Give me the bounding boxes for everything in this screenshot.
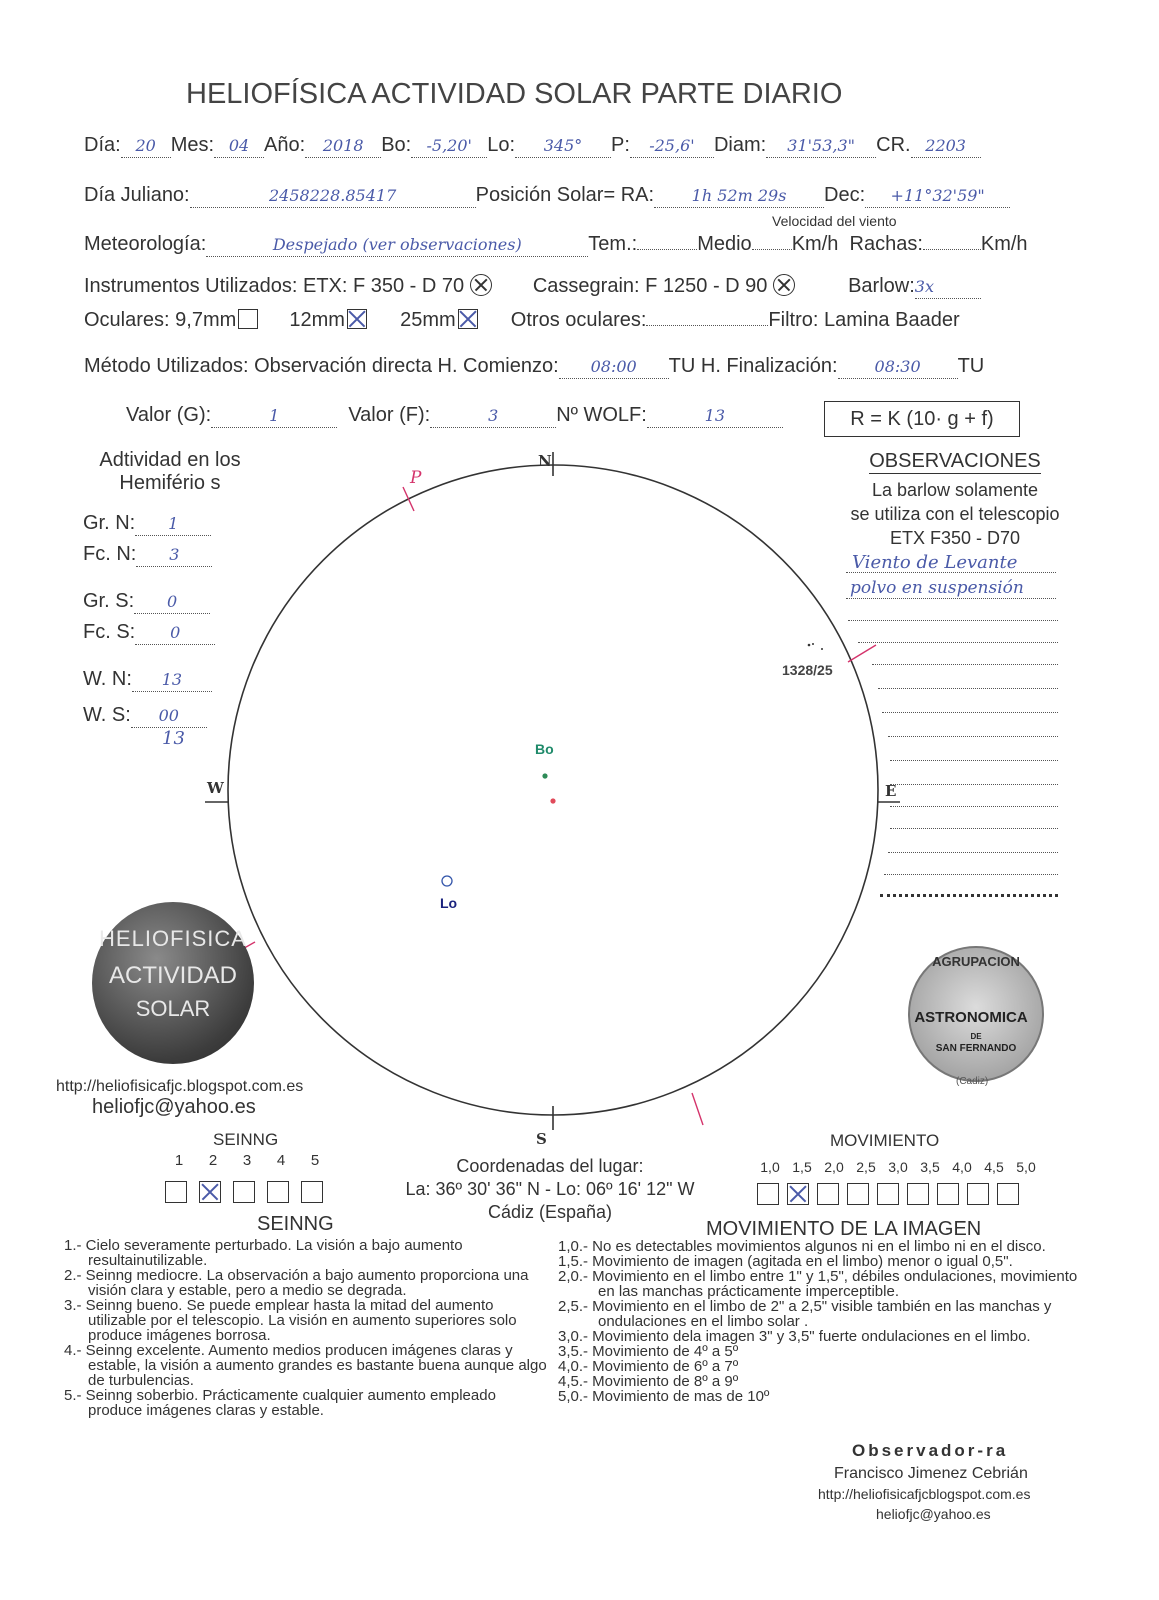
page-title: HELIOFÍSICA ACTIVIDAD SOLAR PARTE DIARIO <box>186 78 843 110</box>
sunspot <box>808 644 811 647</box>
movimiento-checkbox[interactable] <box>847 1183 869 1205</box>
movimiento-number: 1,0 <box>760 1159 780 1175</box>
east-label: E <box>885 782 897 800</box>
lo-label: Lo <box>440 895 458 911</box>
wn-label: W. N: <box>83 668 132 690</box>
g-value[interactable]: 1 <box>269 406 280 425</box>
seeing-legend-item: 2.- Seinng mediocre. La observación a bajo aumento proporciona una visión clara y estable, pero a medio se degrada. <box>64 1267 529 1299</box>
obs-line-1: La barlow solamente <box>871 480 1039 500</box>
fcn-label: Fc. N: <box>83 543 137 565</box>
logo-left-line-3: SOLAR <box>135 996 211 1021</box>
seeing-checkbox[interactable] <box>165 1181 187 1203</box>
movimiento-number: 4,0 <box>952 1159 972 1175</box>
fcs-value[interactable]: 0 <box>170 623 181 642</box>
tem-label: Tem.: <box>588 233 638 255</box>
seeing-label: SEINNG <box>213 1130 279 1149</box>
grs-value[interactable]: 0 <box>167 592 178 611</box>
seeing-legend-title: SEINNG <box>257 1213 334 1235</box>
filtro-label: Filtro: Lamina Baader <box>768 309 960 331</box>
mes-value[interactable]: 04 <box>228 136 250 155</box>
mov-legend-item: 1,0.- No es detectables movimientos algunos ni en el limbo ni en el disco. <box>558 1238 1046 1255</box>
movimiento-checkbox[interactable] <box>907 1183 929 1205</box>
barlow-label: Barlow: <box>848 275 915 297</box>
dec-value[interactable]: +11°32'59" <box>890 186 985 205</box>
p-axis-bottom <box>692 1093 703 1125</box>
seeing-number: 4 <box>276 1152 286 1169</box>
movimiento-checkbox[interactable] <box>997 1183 1019 1205</box>
seeing-checkbox[interactable] <box>199 1181 221 1203</box>
hemis-title-1: Adtividad en los <box>99 449 241 471</box>
dia-value[interactable]: 20 <box>135 136 156 155</box>
mov-legend-item: 5,0.- Movimiento de mas de 10º <box>558 1388 770 1405</box>
bo-value[interactable]: -5,20' <box>426 136 472 155</box>
south-label: S <box>536 1130 547 1148</box>
logo-right-top: AGRUPACION <box>932 954 1020 969</box>
tu-label-2: TU <box>957 355 985 377</box>
obs-hw-1[interactable]: Viento de Levante <box>852 552 1018 573</box>
seeing-number: 2 <box>208 1152 218 1169</box>
barlow-value[interactable]: 3x <box>914 277 934 296</box>
meteo-value[interactable]: Despejado (ver observaciones) <box>272 235 522 254</box>
obs-title-text: OBSERVACIONES <box>869 450 1041 472</box>
movimiento-number: 4,5 <box>984 1159 1004 1175</box>
center-point <box>550 798 555 803</box>
bo-label: Bo: <box>381 134 412 156</box>
comienzo-value[interactable]: 08:00 <box>590 357 637 376</box>
seeing-numbers <box>162 1152 332 1169</box>
blog-link[interactable]: http://heliofisicafjc.blogspot.com.es <box>56 1078 304 1095</box>
cr-value[interactable]: 2203 <box>925 136 966 155</box>
movimiento-number: 3,5 <box>920 1159 940 1175</box>
kmh-label: Km/h <box>791 233 839 255</box>
seeing-number: 3 <box>242 1152 252 1169</box>
obs-line-2: se utiliza con el telescopio <box>850 504 1060 524</box>
logo-left-line-1: HELIOFISICA <box>99 926 247 951</box>
wolf-total: 13 <box>162 728 185 749</box>
movimiento-checkbox[interactable] <box>787 1183 809 1205</box>
mov-legend-item: 2,0.- Movimiento en el limbo entre 1" y 1,5", débiles ondulaciones, movimiento en las manchas prácticamente imperceptible. <box>558 1268 1078 1300</box>
heliofisica-logo <box>92 902 254 1064</box>
seeing-number: 5 <box>310 1152 320 1169</box>
grs-label: Gr. S: <box>83 590 135 612</box>
oc-25-label: 25mm <box>400 309 456 331</box>
p-value[interactable]: -25,6' <box>649 136 695 155</box>
mov-legend-item: 3,5.- Movimiento de 4º a 5º <box>558 1343 739 1360</box>
rachas-label: Rachas: <box>849 233 923 255</box>
movimiento-checkbox[interactable] <box>817 1183 839 1205</box>
movimiento-checkbox[interactable] <box>967 1183 989 1205</box>
coords-title: Coordenadas del lugar: <box>456 1156 644 1176</box>
ano-value[interactable]: 2018 <box>322 136 364 155</box>
obs-line-3: ETX F350 - D70 <box>889 528 1021 548</box>
seeing-legend <box>64 1238 554 1418</box>
kmh-label-2: Km/h <box>980 233 1028 255</box>
cass-label: Cassegrain: F 1250 - D 90 <box>532 275 768 297</box>
movimiento-boxes <box>757 1183 1027 1210</box>
seeing-checkbox[interactable] <box>301 1181 323 1203</box>
sunspot <box>821 648 823 650</box>
observer-name: Francisco Jimenez Cebrián <box>834 1465 1028 1482</box>
observer-title: Observador-ra <box>852 1441 1009 1460</box>
wind-note: Velocidad del viento <box>772 213 897 229</box>
mes-label: Mes: <box>170 134 215 156</box>
logo-right-de: DE <box>970 1032 982 1041</box>
mov-legend-item: 1,5.- Movimiento de imagen (agitada en el limbo) menor o igual 0,5". <box>558 1253 1013 1270</box>
movimiento-checkbox[interactable] <box>757 1183 779 1205</box>
coords-place: Cádiz (España) <box>487 1202 613 1222</box>
movimiento-number: 5,0 <box>1016 1159 1036 1175</box>
mov-legend-title: MOVIMIENTO DE LA IMAGEN <box>706 1218 982 1240</box>
mov-legend-item: 4,0.- Movimiento de 6º a 7º <box>558 1358 739 1375</box>
bo-point <box>542 773 547 778</box>
seeing-legend-item: 5.- Seinng soberbio. Prácticamente cualquier aumento empleado produce imágenes claras y estable. <box>64 1387 496 1419</box>
group-label: 1328/25 <box>782 662 833 678</box>
movimiento-number: 2,5 <box>856 1159 876 1175</box>
logo-right-bottom: SAN FERNANDO <box>935 1043 1017 1054</box>
agrupacion-logo <box>908 946 1044 1082</box>
logo-right-mid: ASTRONOMICA <box>914 1009 1028 1026</box>
p-label: P <box>410 468 422 488</box>
ra-label: Posición Solar= RA: <box>475 184 655 206</box>
lo-label: Lo: <box>487 134 516 156</box>
fin-value[interactable]: 08:30 <box>874 357 921 376</box>
coords-value: La: 36º 30' 36" N - Lo: 06º 16' 12" W <box>405 1179 695 1199</box>
seeing-number: 1 <box>174 1152 184 1169</box>
fcn-value[interactable]: 3 <box>169 545 180 564</box>
diam-value[interactable]: 31'53,3" <box>787 136 856 155</box>
f-value[interactable]: 3 <box>488 406 499 425</box>
wolf-label: Nº WOLF: <box>556 404 647 426</box>
movimiento-number: 3,0 <box>888 1159 908 1175</box>
movimiento-number: 1,5 <box>792 1159 812 1175</box>
grn-label: Gr. N: <box>83 512 136 534</box>
mov-legend-item: 3,0.- Movimiento dela imagen 3" y 3,5" fuerte ondulaciones en el limbo. <box>558 1328 1031 1345</box>
north-label: N <box>538 452 552 470</box>
seeing-boxes <box>165 1181 335 1208</box>
grn-value[interactable]: 1 <box>168 514 179 533</box>
p-label: P: <box>611 134 630 156</box>
movimiento-number: 2,0 <box>824 1159 844 1175</box>
mov-legend <box>558 1238 1078 1405</box>
west-label: W <box>207 779 224 797</box>
lo-value[interactable]: 345° <box>543 136 583 155</box>
f-label: Valor (F): <box>348 404 431 426</box>
movimiento-checkbox[interactable] <box>877 1183 899 1205</box>
g-label: Valor (G): <box>126 404 212 426</box>
seeing-checkbox[interactable] <box>233 1181 255 1203</box>
wn-value[interactable]: 13 <box>161 670 183 689</box>
movimiento-label: MOVIMIENTO <box>830 1131 940 1150</box>
sunspot <box>812 643 814 645</box>
seeing-legend-item: 4.- Seinng excelente. Aumento medios producen imágenes claras y estable, la visión a aumento grandes es bastante buena aunque algo de turbulencias. <box>64 1342 547 1389</box>
logo-left-line-2: ACTIVIDAD <box>108 962 237 989</box>
oc-97-label: Oculares: 9,7mm <box>84 309 237 331</box>
oc-12-label: 12mm <box>289 309 345 331</box>
observer-email[interactable]: heliofjc@yahoo.es <box>876 1506 991 1522</box>
etx-label: Instrumentos Utilizados: ETX: F 350 - D 70 <box>84 275 465 297</box>
juliano-label: Día Juliano: <box>84 184 190 206</box>
group-marker <box>848 645 876 662</box>
seeing-checkbox[interactable] <box>267 1181 289 1203</box>
wolf-value[interactable]: 13 <box>704 406 725 425</box>
solar-disk <box>228 465 878 1115</box>
lo-point <box>442 876 452 886</box>
meteo-label: Meteorología: <box>84 233 207 255</box>
ra-value[interactable]: 1h 52m 29s <box>691 186 787 205</box>
mov-legend-item: 2,5.- Movimiento en el limbo de 2" a 2,5" visible también en las manchas y ondulaciones en el limbo solar . <box>558 1298 1052 1330</box>
observer-blog[interactable]: http://heliofisicafjcblogspot.com.es <box>818 1486 1031 1502</box>
movimiento-checkbox[interactable] <box>937 1183 959 1205</box>
dia-label: Día: <box>84 134 121 156</box>
cr-label: CR. <box>876 134 911 156</box>
fcs-label: Fc. S: <box>83 621 136 643</box>
medio-label: Medio <box>697 233 752 255</box>
email-link[interactable]: heliofjc@yahoo.es <box>92 1096 256 1118</box>
ws-value[interactable]: 00 <box>158 706 179 725</box>
otros-label: Otros oculares: <box>510 309 647 331</box>
wolf-formula: R = K (10· g + f) <box>824 401 1020 437</box>
logo-right-city: (Cadiz) <box>956 1076 989 1087</box>
coords-block <box>390 1155 710 1224</box>
hemis-title-2: Hemifério s <box>119 472 221 494</box>
tu-label: TU H. Finalización: <box>668 355 838 377</box>
bo-label: Bo <box>535 741 554 757</box>
mov-legend-item: 4,5.- Movimiento de 8º a 9º <box>558 1373 739 1390</box>
juliano-value[interactable]: 2458228.85417 <box>269 186 397 205</box>
seeing-legend-item: 1.- Cielo severamente perturbado. La visión a bajo aumento resultainutilizable. <box>64 1237 463 1269</box>
ano-label: Año: <box>264 134 306 156</box>
p-axis-top <box>403 487 414 511</box>
obs-hw-2[interactable]: polvo en suspensión <box>850 578 1024 598</box>
diam-label: Diam: <box>713 134 767 156</box>
dec-label: Dec: <box>824 184 866 206</box>
seeing-legend-item: 3.- Seinng bueno. Se puede emplear hasta la mitad del aumento utilizable por el telescopio. La visión en aumento superiores solo produce imágenes borrosa. <box>64 1297 517 1344</box>
movimiento-numbers <box>754 1159 1042 1175</box>
ws-label: W. S: <box>83 704 131 726</box>
metodo-label: Método Utilizados: Observación directa H. Comienzo: <box>84 355 559 377</box>
